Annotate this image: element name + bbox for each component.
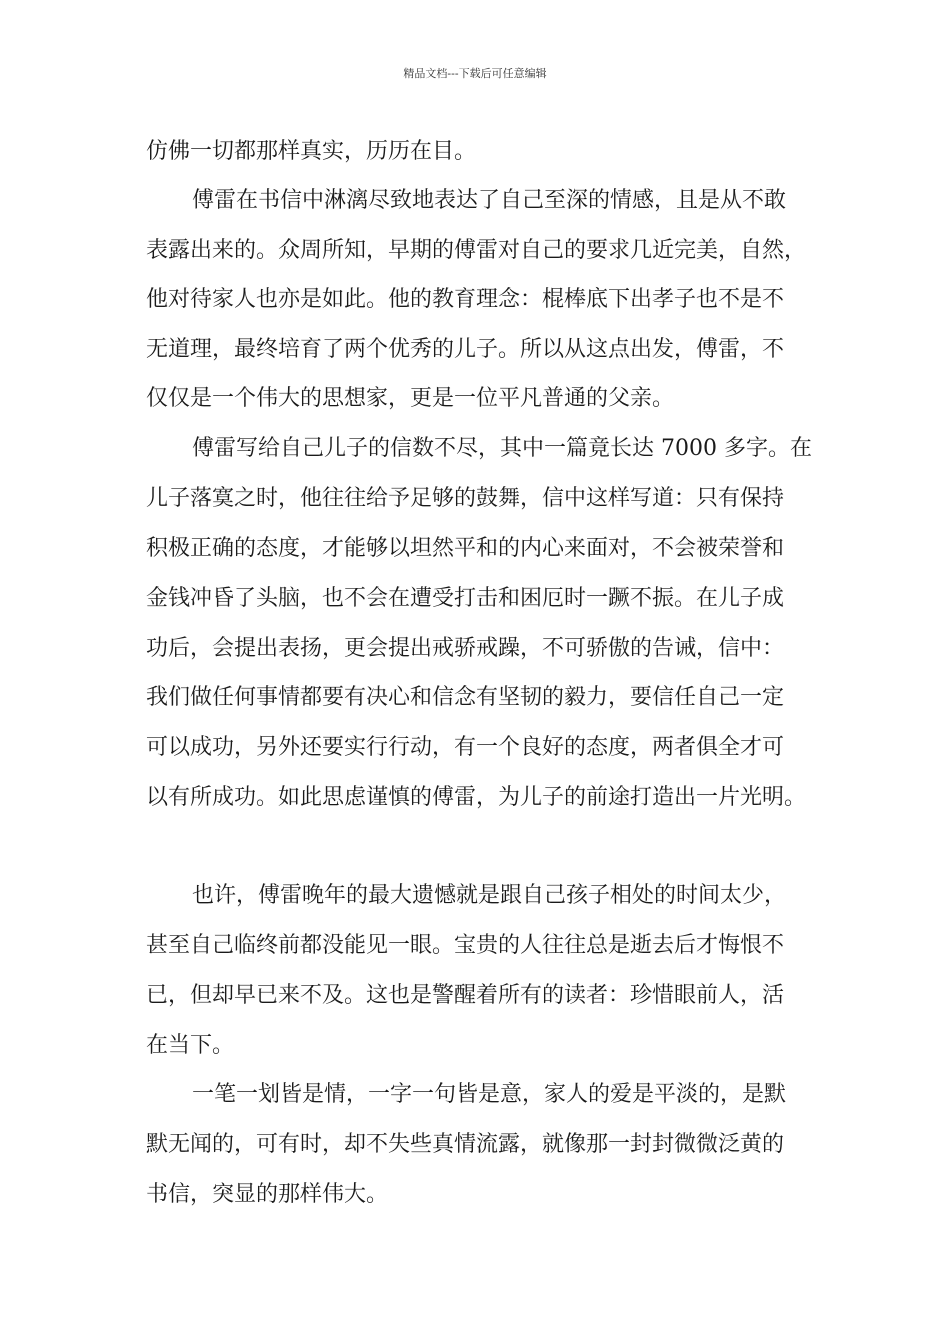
text-line: 在当下。 bbox=[146, 1033, 235, 1058]
text-line: 他对待家人也亦是如此。他的教育理念：棍棒底下出孝子也不是不 bbox=[146, 287, 785, 312]
text-line: 一笔一划皆是情，一字一句皆是意，家人的爱是平淡的，是默 bbox=[192, 1082, 787, 1107]
text-line: 傅雷在书信中淋漓尽致地表达了自己至深的情感，且是从不敢 bbox=[192, 188, 787, 213]
text-line: 金钱冲昏了头脑，也不会在遭受打击和困厄时一蹶不振。在儿子成 bbox=[146, 586, 785, 611]
text-line: 仿佛一切都那样真实，历历在目。 bbox=[146, 139, 477, 164]
text-line: 傅雷写给自己儿子的信数不尽，其中一篇竟长达 7000 多字。在 bbox=[192, 436, 812, 461]
text-line: 功后，会提出表扬，更会提出戒骄戒躁，不可骄傲的告诫，信中： bbox=[146, 636, 785, 661]
text-line: 无道理，最终培育了两个优秀的儿子。所以从这点出发，傅雷，不 bbox=[146, 337, 785, 362]
page-header: 精品文档---下载后可任意编辑 bbox=[403, 67, 547, 80]
text-line: 积极正确的态度，才能够以坦然平和的内心来面对，不会被荣誉和 bbox=[146, 536, 785, 561]
text-line: 书信，突显的那样伟大。 bbox=[146, 1182, 389, 1207]
text-line: 已，但却早已来不及。这也是警醒着所有的读者：珍惜眼前人，活 bbox=[146, 983, 785, 1008]
text-line: 仅仅是一个伟大的思想家，更是一位平凡普通的父亲。 bbox=[146, 386, 675, 411]
text-line: 甚至自己临终前都没能见一眼。宝贵的人往往总是逝去后才悔恨不 bbox=[146, 933, 785, 958]
text-line: 可以成功，另外还要实行行动，有一个良好的态度，两者俱全才可 bbox=[146, 735, 785, 760]
text-line: 儿子落寞之时，他往往给予足够的鼓舞，信中这样写道：只有保持 bbox=[146, 486, 785, 511]
text-line: 我们做任何事情都要有决心和信念有坚韧的毅力，要信任自己一定 bbox=[146, 685, 785, 710]
text-line: 以有所成功。如此思虑谨慎的傅雷，为儿子的前途打造出一片光明。 bbox=[146, 785, 807, 810]
text-line: 默无闻的，可有时，却不失些真情流露，就像那一封封微微泛黄的 bbox=[146, 1132, 785, 1157]
text-line: 表露出来的。众周所知，早期的傅雷对自己的要求几近完美，自然， bbox=[146, 238, 807, 263]
text-line: 也许，傅雷晚年的最大遗憾就是跟自己孩子相处的时间太少， bbox=[192, 883, 787, 908]
